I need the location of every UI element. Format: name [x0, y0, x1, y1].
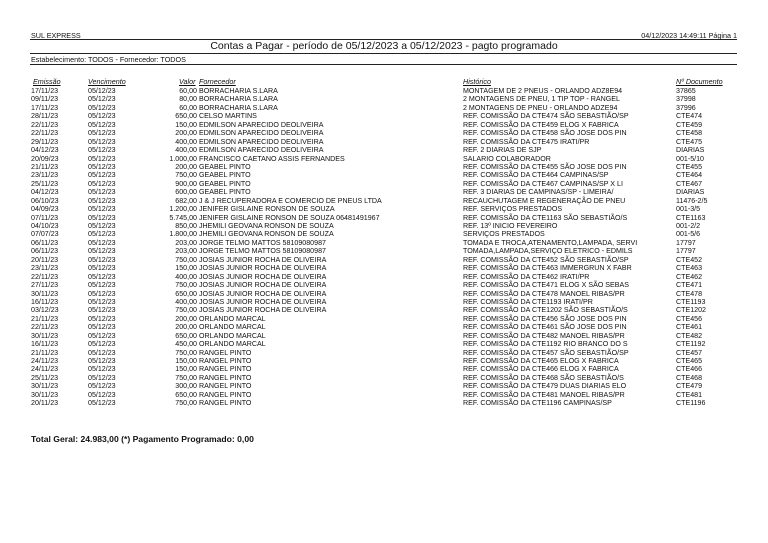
documento-cell: CTE475: [676, 137, 703, 146]
vencimento-cell: 05/12/23: [88, 162, 116, 171]
documento-cell: CTE455: [676, 162, 703, 171]
valor-cell: 203,00: [175, 238, 197, 247]
vencimento-cell: 05/12/23: [88, 230, 116, 239]
fornecedor-cell: GEABEL PINTO: [199, 179, 251, 188]
historico-cell: MONTAGEM DE 2 PNEUS - ORLANDO ADZ8E94: [463, 87, 623, 95]
fornecedor-cell: EDMILSON APARECIDO DEOLIVEIRA: [199, 120, 324, 129]
table-row: [0, 188, 768, 196]
documento-cell: CTE463: [676, 264, 703, 273]
documento-cell: CTE461: [676, 323, 703, 332]
documento-cell: CTE452: [676, 255, 703, 264]
emissao-cell: 28/11/23: [31, 112, 59, 121]
vencimento-cell: 05/12/23: [88, 382, 116, 391]
valor-cell: 80,00: [179, 95, 197, 104]
vencimento-cell: 05/12/23: [88, 264, 116, 273]
valor-cell: 1.000,00: [169, 154, 197, 163]
valor-cell: 600,00: [175, 188, 197, 197]
documento-cell: CTE482: [676, 331, 703, 340]
valor-cell: 750,00: [175, 255, 197, 264]
fornecedor-cell: JORGE TELMO MATTOS 58109080987: [199, 247, 326, 256]
vencimento-cell: 05/12/23: [88, 255, 116, 264]
emissao-cell: 16/11/23: [31, 340, 59, 349]
vencimento-cell: 05/12/23: [88, 146, 116, 155]
documento-cell: CTE466: [676, 365, 703, 374]
table-row: [0, 163, 768, 171]
print-datetime-page: 04/12/2023 14:49:11 Página 1: [641, 31, 737, 40]
historico-cell: SALARIO COLABORADOR: [463, 154, 551, 163]
table-row: [0, 112, 768, 120]
emissao-cell: 04/12/23: [31, 188, 59, 197]
historico-cell: REF. COMISSÃO DA CTE459 ELOG X FABRICA: [463, 120, 619, 129]
payables-table-body: [0, 87, 768, 408]
table-row: [0, 399, 768, 407]
fornecedor-cell: FRANCISCO CAETANO ASSIS FERNANDES: [199, 154, 345, 163]
historico-cell: REF. COMISSÃO DA CTE458 SÃO JOSE DOS PIN: [463, 129, 627, 138]
fornecedor-cell: RANGEL PINTO: [199, 399, 252, 408]
historico-cell: REF. COMISSÃO DA CTE479 DUAS DIARIAS ELO: [463, 382, 627, 391]
table-row: [0, 391, 768, 399]
table-row: [0, 357, 768, 365]
table-row: [0, 298, 768, 306]
historico-cell: REF. COMISSÃO DA CTE1196 CAMPINAS/SP: [463, 399, 612, 408]
table-row: [0, 264, 768, 272]
vencimento-cell: 05/12/23: [88, 365, 116, 374]
fornecedor-cell: EDMILSON APARECIDO DEOLIVEIRA: [199, 146, 324, 155]
vencimento-cell: 05/12/23: [88, 390, 116, 399]
table-row: [0, 323, 768, 331]
table-row: [0, 365, 768, 373]
emissao-cell: 23/11/23: [31, 171, 59, 180]
table-row: [0, 146, 768, 154]
fornecedor-cell: JORGE TELMO MATTOS 58109080987: [199, 238, 326, 247]
historico-cell: REF. COMISSÃO DA CTE481 MANOEL RIBAS/PR: [463, 390, 625, 399]
fornecedor-cell: JHEMILI GEOVANA RONSON DE SOUZA: [199, 230, 334, 239]
table-row: [0, 256, 768, 264]
fornecedor-cell: GEABEL PINTO: [199, 162, 251, 171]
historico-cell: REF. COMISSÃO DA CTE464 CAMPINAS/SP: [463, 171, 609, 180]
emissao-cell: 20/11/23: [31, 255, 59, 264]
table-row: [0, 306, 768, 314]
documento-cell: CTE459: [676, 120, 703, 129]
historico-cell: REF. COMISSÃO DA CTE461 SÃO JOSE DOS PIN: [463, 323, 627, 332]
column-header-emissao: Emissão: [33, 77, 61, 86]
fornecedor-cell: JOSIAS JUNIOR ROCHA DE OLIVEIRA: [199, 255, 327, 264]
documento-cell: CTE1193: [676, 297, 706, 306]
fornecedor-cell: BORRACHARIA S.LARA: [199, 87, 278, 95]
emissao-cell: 04/09/23: [31, 205, 59, 214]
emissao-cell: 17/11/23: [31, 87, 59, 95]
emissao-cell: 16/11/23: [31, 297, 59, 306]
column-header-historico: Histórico: [463, 77, 491, 86]
historico-cell: REF. COMISSÃO DA CTE468 SÃO SEBASTIÃO/S: [463, 373, 624, 382]
fornecedor-cell: RANGEL PINTO: [199, 357, 252, 365]
filter-rule: [30, 64, 737, 65]
emissao-cell: 06/10/23: [31, 196, 59, 205]
emissao-cell: 25/11/23: [31, 373, 59, 382]
vencimento-cell: 05/12/23: [88, 196, 116, 205]
documento-cell: CTE1196: [676, 399, 706, 408]
historico-cell: REF. COMISSÃO DA CTE471 ELOG X SÃO SEBAS: [463, 281, 629, 290]
documento-cell: CTE468: [676, 373, 703, 382]
documento-cell: 37998: [676, 95, 696, 104]
table-row: [0, 290, 768, 298]
emissao-cell: 22/11/23: [31, 120, 59, 129]
documento-cell: CTE467: [676, 179, 703, 188]
vencimento-cell: 05/12/23: [88, 306, 116, 315]
emissao-cell: 22/11/23: [31, 272, 59, 281]
historico-cell: REF. 13º INICIO FEVEREIRO: [463, 222, 558, 230]
table-row: [0, 205, 768, 213]
historico-cell: REF. COMISSÃO DA CTE1163 SÃO SEBASTIÃO/S: [463, 213, 628, 222]
table-row: [0, 155, 768, 163]
column-header-fornecedor: Fornecedor: [199, 77, 236, 86]
valor-cell: 5.745,00: [169, 213, 197, 222]
valor-cell: 750,00: [175, 306, 197, 315]
historico-cell: REF. 2 DIARIAS DE SJP: [463, 146, 542, 155]
historico-cell: TOMADA,LAMPADA,SERVIÇO ELETRICO - EDMILS: [463, 247, 633, 256]
emissao-cell: 06/11/23: [31, 247, 59, 256]
emissao-cell: 24/11/23: [31, 365, 59, 374]
table-row: [0, 129, 768, 137]
valor-cell: 750,00: [175, 373, 197, 382]
documento-cell: CTE456: [676, 314, 703, 323]
historico-cell: RECAUCHUTAGEM E REGENERAÇÃO DE PNEU: [463, 196, 626, 205]
vencimento-cell: 05/12/23: [88, 289, 116, 298]
table-row: [0, 197, 768, 205]
table-row: [0, 247, 768, 255]
vencimento-cell: 05/12/23: [88, 272, 116, 281]
emissao-cell: 30/11/23: [31, 390, 59, 399]
valor-cell: 1.800,00: [169, 230, 197, 239]
valor-cell: 450,00: [175, 340, 197, 349]
historico-cell: 2 MONTAGENS DE PNEU, 1 TIP TOP - RANGEL: [463, 95, 620, 104]
valor-cell: 203,00: [175, 247, 197, 256]
historico-cell: REF. 3 DIARIAS DE CAMPINAS/SP - LIMEIRA/: [463, 188, 614, 197]
valor-cell: 750,00: [175, 348, 197, 357]
documento-cell: CTE478: [676, 289, 703, 298]
fornecedor-cell: GEABEL PINTO: [199, 171, 251, 180]
table-row: [0, 273, 768, 281]
documento-cell: 37865: [676, 87, 696, 95]
column-header-valor: Valor: [179, 77, 196, 86]
documento-cell: CTE1192: [676, 340, 706, 349]
table-row: [0, 315, 768, 323]
emissao-cell: 20/11/23: [31, 399, 59, 408]
fornecedor-cell: JENIFER GISLAINE RONSON DE SOUZA 06481491967: [199, 213, 380, 222]
documento-cell: 37996: [676, 103, 696, 112]
report-title: Contas a Pagar - período de 05/12/2023 a 05/12/2023 - pagto programado: [210, 40, 558, 52]
valor-cell: 750,00: [175, 281, 197, 290]
emissao-cell: 22/11/23: [31, 323, 59, 332]
emissao-cell: 21/11/23: [31, 162, 59, 171]
documento-cell: CTE1163: [676, 213, 706, 222]
emissao-cell: 06/11/23: [31, 238, 59, 247]
emissao-cell: 22/11/23: [31, 129, 59, 138]
vencimento-cell: 05/12/23: [88, 188, 116, 197]
vencimento-cell: 05/12/23: [88, 213, 116, 222]
documento-cell: 001-2/2: [676, 222, 701, 230]
emissao-cell: 07/11/23: [31, 213, 59, 222]
historico-cell: REF. COMISSÃO DA CTE1202 SÃO SEBASTIÃO/S: [463, 306, 628, 315]
fornecedor-cell: JOSIAS JUNIOR ROCHA DE OLIVEIRA: [199, 272, 327, 281]
vencimento-cell: 05/12/23: [88, 281, 116, 290]
historico-cell: 2 MONTAGENS DE PNEU - ORLANDO ADZE94: [463, 103, 618, 112]
emissao-cell: 23/11/23: [31, 264, 59, 273]
table-row: [0, 281, 768, 289]
documento-cell: 001-5/6: [676, 230, 701, 239]
emissao-cell: 04/12/23: [31, 146, 59, 155]
fornecedor-cell: ORLANDO MARCAL: [199, 323, 266, 332]
fornecedor-cell: JOSIAS JUNIOR ROCHA DE OLIVEIRA: [199, 306, 327, 315]
fornecedor-cell: JENIFER GISLAINE RONSON DE SOUZA: [199, 205, 335, 214]
historico-cell: REF. COMISSÃO DA CTE1192 RIO BRANCO DO S: [463, 340, 628, 349]
valor-cell: 200,00: [175, 323, 197, 332]
historico-cell: REF. COMISSÃO DA CTE474 SÃO SEBASTIÃO/SP: [463, 112, 629, 121]
vencimento-cell: 05/12/23: [88, 323, 116, 332]
vencimento-cell: 05/12/23: [88, 373, 116, 382]
fornecedor-cell: JOSIAS JUNIOR ROCHA DE OLIVEIRA: [199, 289, 327, 298]
valor-cell: 150,00: [175, 365, 197, 374]
historico-cell: SERVIÇOS PRESTADOS: [463, 230, 545, 239]
vencimento-cell: 05/12/23: [88, 314, 116, 323]
fornecedor-cell: JOSIAS JUNIOR ROCHA DE OLIVEIRA: [199, 297, 327, 306]
vencimento-cell: 05/12/23: [88, 247, 116, 256]
emissao-cell: 07/07/23: [31, 230, 59, 239]
report-filter: Estabelecimento: TODOS - Fornecedor: TODOS: [31, 55, 186, 64]
documento-cell: 11476-2/5: [676, 196, 708, 205]
vencimento-cell: 05/12/23: [88, 171, 116, 180]
valor-cell: 650,00: [175, 331, 197, 340]
historico-cell: REF. COMISSÃO DA CTE475 IRATI/PR: [463, 137, 590, 146]
fornecedor-cell: JOSIAS JUNIOR ROCHA DE OLIVEIRA: [199, 281, 327, 290]
table-row: [0, 138, 768, 146]
emissao-cell: 04/10/23: [31, 222, 59, 230]
valor-cell: 200,00: [175, 129, 197, 138]
vencimento-cell: 05/12/23: [88, 238, 116, 247]
fornecedor-cell: RANGEL PINTO: [199, 373, 252, 382]
fornecedor-cell: RANGEL PINTO: [199, 382, 252, 391]
emissao-cell: 30/11/23: [31, 382, 59, 391]
historico-cell: TOMADA E TROCA,ATENAMENTO,LAMPADA, SERVI: [463, 238, 638, 247]
fornecedor-cell: ORLANDO MARCAL: [199, 314, 266, 323]
documento-cell: CTE471: [676, 281, 703, 290]
fornecedor-cell: JOSIAS JUNIOR ROCHA DE OLIVEIRA: [199, 264, 327, 273]
emissao-cell: 21/11/23: [31, 348, 59, 357]
valor-cell: 400,00: [175, 137, 197, 146]
table-row: [0, 171, 768, 179]
table-row: [0, 87, 768, 95]
vencimento-cell: 05/12/23: [88, 357, 116, 365]
documento-cell: CTE479: [676, 382, 703, 391]
historico-cell: REF. COMISSÃO DA CTE467 CAMPINAS/SP X LI: [463, 179, 623, 188]
valor-cell: 900,00: [175, 179, 197, 188]
valor-cell: 200,00: [175, 314, 197, 323]
documento-cell: CTE474: [676, 112, 703, 121]
table-row: [0, 349, 768, 357]
emissao-cell: 30/11/23: [31, 331, 59, 340]
historico-cell: REF. COMISSÃO DA CTE478 MANOEL RIBAS/PR: [463, 289, 625, 298]
vencimento-cell: 05/12/23: [88, 399, 116, 408]
vencimento-cell: 05/12/23: [88, 331, 116, 340]
emissao-cell: 27/11/23: [31, 281, 59, 290]
table-row: [0, 121, 768, 129]
historico-cell: REF. COMISSÃO DA CTE482 MANOEL RIBAS/PR: [463, 331, 625, 340]
historico-cell: REF. COMISSÃO DA CTE463 IMMERGRUN X FABR: [463, 264, 632, 273]
valor-cell: 60,00: [179, 87, 197, 95]
emissao-cell: 30/11/23: [31, 289, 59, 298]
emissao-cell: 21/11/23: [31, 314, 59, 323]
valor-cell: 400,00: [175, 272, 197, 281]
valor-cell: 750,00: [175, 399, 197, 408]
historico-cell: REF. COMISSÃO DA CTE462 IRATI/PR: [463, 272, 590, 281]
vencimento-cell: 05/12/23: [88, 297, 116, 306]
table-row: [0, 239, 768, 247]
vencimento-cell: 05/12/23: [88, 87, 116, 95]
valor-cell: 150,00: [175, 264, 197, 273]
valor-cell: 400,00: [175, 146, 197, 155]
column-header-vencimento: Vencimento: [88, 77, 126, 86]
table-row: [0, 230, 768, 238]
documento-cell: 17797: [676, 238, 696, 247]
vencimento-cell: 05/12/23: [88, 205, 116, 214]
vencimento-cell: 05/12/23: [88, 179, 116, 188]
fornecedor-cell: EDMILSON APARECIDO DEOLIVEIRA: [199, 129, 324, 138]
historico-cell: REF. COMISSÃO DA CTE1193 IRATI/PR: [463, 297, 593, 306]
documento-cell: DIARIAS: [676, 188, 705, 197]
vencimento-cell: 05/12/23: [88, 348, 116, 357]
historico-cell: REF. SERVIÇOS PRESTADOS: [463, 205, 563, 214]
historico-cell: REF. COMISSÃO DA CTE455 SÃO JOSE DOS PIN: [463, 162, 627, 171]
title-rule: [30, 53, 737, 54]
historico-cell: REF. COMISSÃO DA CTE465 ELOG X FABRICA: [463, 357, 619, 365]
emissao-cell: 24/11/23: [31, 357, 59, 365]
documento-cell: 001-5/10: [676, 154, 705, 163]
documento-cell: 17797: [676, 247, 696, 256]
valor-cell: 200,00: [175, 162, 197, 171]
emissao-cell: 17/11/23: [31, 103, 59, 112]
fornecedor-cell: JHEMILI GEOVANA RONSON DE SOUZA: [199, 222, 334, 230]
emissao-cell: 29/11/23: [31, 137, 59, 146]
table-row: [0, 340, 768, 348]
valor-cell: 60,00: [179, 103, 197, 112]
documento-cell: DIARIAS: [676, 146, 705, 155]
valor-cell: 682,00: [175, 196, 197, 205]
grand-total: Total Geral: 24.983,00 (*) Pagamento Programado: 0,00: [31, 434, 254, 444]
table-row: [0, 332, 768, 340]
vencimento-cell: 05/12/23: [88, 103, 116, 112]
valor-cell: 650,00: [175, 390, 197, 399]
fornecedor-cell: RANGEL PINTO: [199, 365, 252, 374]
table-row: [0, 222, 768, 230]
valor-cell: 1.200,00: [169, 205, 197, 214]
vencimento-cell: 05/12/23: [88, 154, 116, 163]
historico-cell: REF. COMISSÃO DA CTE452 SÃO SEBASTIÃO/SP: [463, 255, 629, 264]
emissao-cell: 25/11/23: [31, 179, 59, 188]
table-row: [0, 214, 768, 222]
vencimento-cell: 05/12/23: [88, 95, 116, 104]
fornecedor-cell: RANGEL PINTO: [199, 390, 252, 399]
valor-cell: 650,00: [175, 112, 197, 121]
valor-cell: 750,00: [175, 171, 197, 180]
documento-cell: CTE464: [676, 171, 703, 180]
fornecedor-cell: BORRACHARIA S.LARA: [199, 103, 278, 112]
documento-cell: CTE465: [676, 357, 703, 365]
vencimento-cell: 05/12/23: [88, 129, 116, 138]
vencimento-cell: 05/12/23: [88, 120, 116, 129]
historico-cell: REF. COMISSÃO DA CTE466 ELOG X FABRICA: [463, 365, 619, 374]
valor-cell: 850,00: [175, 222, 197, 230]
table-row: [0, 104, 768, 112]
valor-cell: 400,00: [175, 297, 197, 306]
valor-cell: 150,00: [175, 120, 197, 129]
fornecedor-cell: CELSO MARTINS: [199, 112, 257, 121]
fornecedor-cell: RANGEL PINTO: [199, 348, 252, 357]
table-row: [0, 95, 768, 103]
documento-cell: CTE458: [676, 129, 703, 138]
fornecedor-cell: GEABEL PINTO: [199, 188, 251, 197]
emissao-cell: 20/09/23: [31, 154, 59, 163]
emissao-cell: 03/12/23: [31, 306, 59, 315]
historico-cell: REF. COMISSÃO DA CTE456 SÃO JOSE DOS PIN: [463, 314, 627, 323]
fornecedor-cell: BORRACHARIA S.LARA: [199, 95, 278, 104]
valor-cell: 300,00: [175, 382, 197, 391]
company-name: SUL EXPRESS: [31, 31, 81, 40]
valor-cell: 150,00: [175, 357, 197, 365]
vencimento-cell: 05/12/23: [88, 340, 116, 349]
table-row: [0, 180, 768, 188]
fornecedor-cell: ORLANDO MARCAL: [199, 331, 266, 340]
fornecedor-cell: ORLANDO MARCAL: [199, 340, 266, 349]
valor-cell: 650,00: [175, 289, 197, 298]
fornecedor-cell: J & J RECUPERADORA E COMERCIO DE PNEUS LTDA: [199, 196, 382, 205]
vencimento-cell: 05/12/23: [88, 112, 116, 121]
table-row: [0, 382, 768, 390]
vencimento-cell: 05/12/23: [88, 222, 116, 230]
column-header-documento: Nº Documento: [676, 77, 723, 86]
vencimento-cell: 05/12/23: [88, 137, 116, 146]
fornecedor-cell: EDMILSON APARECIDO DEOLIVEIRA: [199, 137, 324, 146]
documento-cell: CTE1202: [676, 306, 706, 315]
emissao-cell: 09/11/23: [31, 95, 59, 104]
documento-cell: CTE481: [676, 390, 703, 399]
documento-cell: CTE462: [676, 272, 703, 281]
documento-cell: CTE457: [676, 348, 703, 357]
historico-cell: REF. COMISSÃO DA CTE457 SÃO SEBASTIÃO/SP: [463, 348, 629, 357]
documento-cell: 001-3/5: [676, 205, 701, 214]
table-row: [0, 374, 768, 382]
